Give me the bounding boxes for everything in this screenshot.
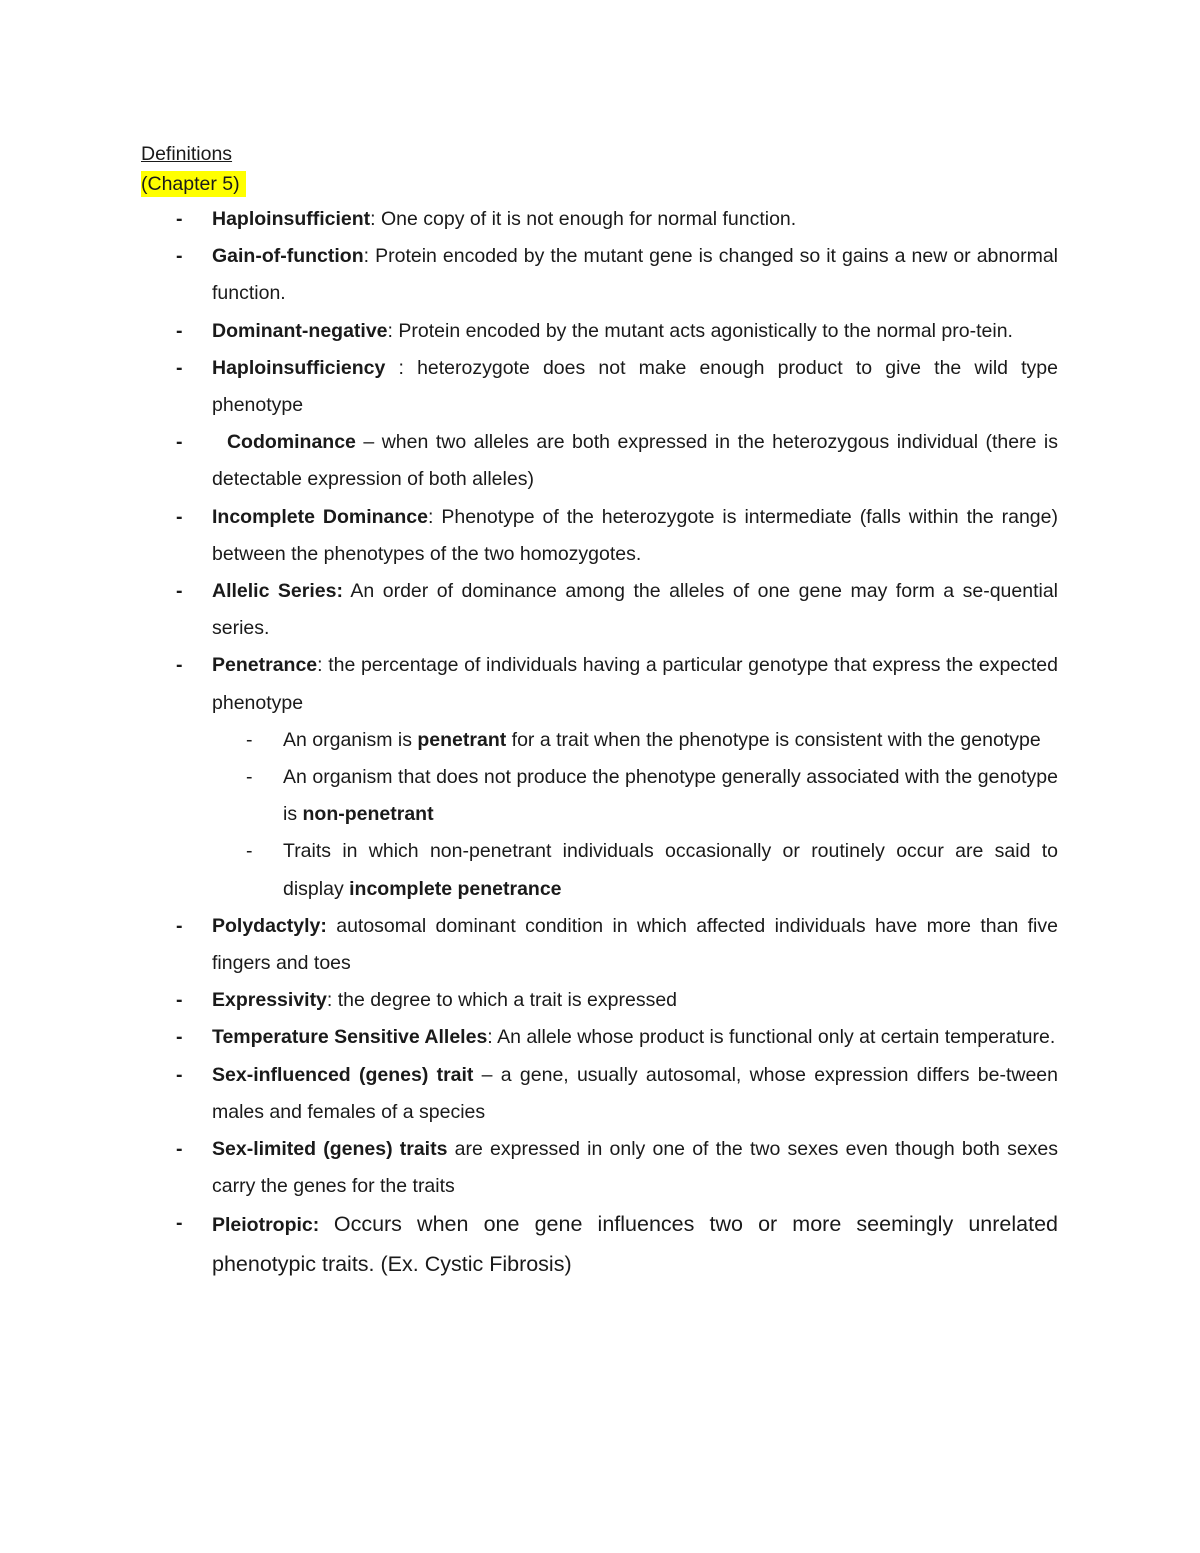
bullet-dash: - xyxy=(176,505,183,528)
definition-term: Pleiotropic: xyxy=(212,1214,320,1237)
bullet-dash: - xyxy=(176,1063,183,1086)
definition-separator xyxy=(447,1138,454,1160)
bullet-dash: - xyxy=(246,766,253,789)
definition-text: Protein encoded by the mutant gene is changed so it gains a new or abnormal function. xyxy=(212,245,1058,305)
bullet-dash: - xyxy=(176,356,183,379)
definition-separator xyxy=(327,915,336,937)
definition-separator: : xyxy=(427,505,442,528)
bullet-dash: - xyxy=(176,208,183,230)
definition-separator xyxy=(319,1214,334,1236)
definition-separator: : xyxy=(326,989,338,1012)
definition-separator: : xyxy=(387,319,399,342)
sub-item xyxy=(0,722,1058,759)
sub-item-term: incomplete penetrance xyxy=(349,877,562,900)
definition-separator: : xyxy=(487,1026,498,1049)
definition-item xyxy=(0,1057,1058,1131)
definition-separator: : xyxy=(317,654,329,677)
definition-list xyxy=(0,201,1200,1284)
sub-list-container xyxy=(0,722,1200,908)
definition-separator: : xyxy=(370,208,382,230)
definition-text: the percentage of individuals having a particular genotype that express the expected phenotype xyxy=(212,654,1058,714)
definition-text: a gene, usually autosomal, whose expression differs be-tween males and females of a species xyxy=(212,1063,1059,1123)
definition-term: Temperature Sensitive Alleles xyxy=(212,1026,488,1049)
heading-block xyxy=(141,141,246,197)
definition-term: Penetrance xyxy=(212,654,318,677)
definition-term: Codominance xyxy=(226,431,356,454)
definition-text: Occurs when one gene influences two or more seemingly unrelated phenotypic traits. (Ex. Cystic Fibrosis) xyxy=(212,1212,1058,1276)
bullet-dash: - xyxy=(246,728,253,751)
bullet-dash: - xyxy=(176,1026,183,1049)
definition-text: the degree to which a trait is expressed xyxy=(337,989,678,1012)
sub-item-text: An organism that does not produce the phenotype generally associated with the genotype is xyxy=(283,766,1058,826)
sub-item xyxy=(0,833,1058,907)
definition-item xyxy=(0,647,1058,721)
sub-item-text: Traits in which non-penetrant individuals occasionally or routinely occur are said to display xyxy=(283,840,1058,900)
bullet-dash: - xyxy=(176,319,183,342)
bullet-dash: - xyxy=(176,989,183,1012)
definition-text: Protein encoded by the mutant acts agonistically to the normal pro-tein. xyxy=(398,319,1013,342)
bullet-dash: - xyxy=(176,914,183,937)
definition-item xyxy=(0,238,1058,312)
bullet-dash: - xyxy=(246,840,253,863)
definition-item xyxy=(0,313,1058,350)
definition-item xyxy=(0,350,1058,424)
sub-item-term: non-penetrant xyxy=(302,803,434,826)
sub-item-text: An organism is xyxy=(283,728,418,751)
definition-item xyxy=(0,1019,1058,1056)
definition-term: Allelic Series: xyxy=(212,580,343,603)
sub-item xyxy=(0,759,1058,833)
bullet-dash: - xyxy=(176,1138,183,1161)
definition-term: Dominant-negative xyxy=(212,319,388,342)
definition-term: Polydactyly: xyxy=(212,914,327,937)
definition-text: An allele whose product is functional only at certain temperature. xyxy=(497,1026,1056,1049)
definition-item xyxy=(0,424,1058,498)
bullet-dash: - xyxy=(176,245,183,268)
definition-text: are expressed in only one of the two sexes even though both sexes carry the genes for the traits xyxy=(212,1138,1059,1198)
penetrance-sub-list xyxy=(0,722,1200,908)
page-title: Definitions xyxy=(141,143,233,165)
sub-item-text: for a trait when the phenotype is consistent with the genotype xyxy=(506,728,1041,751)
bullet-dash: - xyxy=(176,1212,183,1235)
definition-term: Haploinsufficiency xyxy=(212,356,386,379)
definition-separator: – xyxy=(473,1063,501,1086)
definition-term: Haploinsufficient xyxy=(212,208,371,230)
definition-term: Sex-influenced (genes) trait xyxy=(212,1063,474,1086)
sub-item-term: penetrant xyxy=(417,728,507,751)
definition-text: One copy of it is not enough for normal function. xyxy=(381,208,797,230)
definition-separator: : xyxy=(363,245,376,268)
definition-term: Gain-of-function xyxy=(212,245,364,268)
definition-text: An order of dominance among the alleles of one gene may form a se-quential series. xyxy=(212,580,1059,640)
definition-text: when two alleles are both expressed in the heterozygous individual (there is detectable expression of both alleles) xyxy=(212,431,1059,491)
bullet-dash: - xyxy=(176,580,183,603)
definition-separator: – xyxy=(355,431,382,454)
definition-term: Incomplete Dominance xyxy=(212,505,428,528)
chapter-label: (Chapter 5) xyxy=(141,171,246,197)
definition-text: heterozygote does not make enough product to give the wild type phenotype xyxy=(212,356,1058,417)
definition-item xyxy=(0,1205,1058,1283)
definition-separator: : xyxy=(385,356,418,379)
bullet-dash: - xyxy=(176,431,183,454)
definition-item xyxy=(0,573,1058,647)
definition-item xyxy=(0,201,1058,238)
definition-term: Sex-limited (genes) traits xyxy=(212,1138,448,1161)
definition-text: Phenotype of the heterozygote is intermediate (falls within the range) between the phenotypes of the two homozygotes. xyxy=(212,505,1058,565)
definition-item xyxy=(0,982,1058,1019)
definition-item xyxy=(0,908,1058,982)
definition-item xyxy=(0,499,1058,573)
definition-term: Expressivity xyxy=(212,989,327,1012)
definition-text: autosomal dominant condition in which affected individuals have more than five fingers and toes xyxy=(212,914,1058,975)
definition-item xyxy=(0,1131,1058,1205)
bullet-dash: - xyxy=(176,654,183,677)
